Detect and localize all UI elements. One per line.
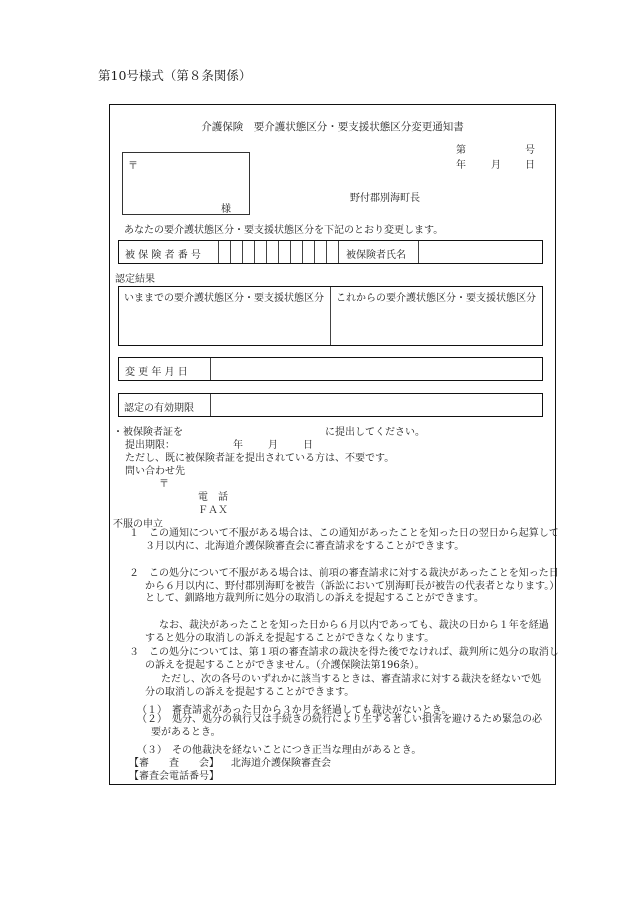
objection-item-2-note: なお、裁決があったことを知った日から６月以内であっても、裁決の日から１年を経過すると処分の取消しの訴えを提起することができなくなります。: [145, 620, 549, 644]
section-result: 認定結果: [115, 274, 155, 285]
deadline-year: 年: [233, 440, 243, 451]
notice-form: [109, 104, 560, 785]
objection-heading: 不服の申立: [113, 519, 163, 530]
date-year: 年: [456, 160, 466, 171]
objection-sub-2: （２） 処分、処分の執行又は手続きの続行により生ずる著しい損害を避けるため緊急の必要があるとき。: [137, 714, 542, 738]
insured-number-digit: [303, 241, 315, 263]
council-label: 【審 査 会】: [129, 758, 219, 769]
submit-note: ただし、既に被保険者証を提出されている方は、不要です。: [125, 453, 395, 464]
date-month: 月: [491, 160, 501, 171]
objection-sub-1: （１） 審査請求があった日から３か月を経過しても裁決がないとき。: [137, 705, 452, 716]
contact-label: 問い合わせ先: [125, 466, 185, 477]
change-date-row: [118, 357, 543, 381]
insured-number-digit: [279, 241, 291, 263]
change-date-label-cell: [119, 358, 211, 380]
insured-number-label-cell: [119, 241, 219, 263]
result-after-label: これからの要介護状態区分・要支援状態区分: [336, 293, 536, 304]
date-day: 日: [525, 160, 535, 171]
insured-number-label: 被 保 険 者 番 号: [125, 250, 201, 261]
result-box: [118, 286, 543, 346]
honorific-sama: 様: [221, 204, 231, 215]
form-number: 第10号様式（第８条関係）: [98, 68, 252, 83]
insured-number-digit: [315, 241, 327, 263]
result-before-label: いままでの要介護状態区分・要支援状態区分: [124, 293, 324, 304]
form-title: 介護保険 要介護状態区分・要支援状態区分変更通知書: [201, 121, 464, 133]
number-go: 号: [525, 145, 535, 156]
insured-number-digit: [231, 241, 243, 263]
insured-number-digit: [243, 241, 255, 263]
contact-fax-label: ＦＡＸ: [198, 505, 228, 516]
contact-postal-mark: 〒: [159, 479, 169, 490]
issuer-name: 野付郡別海町長: [350, 193, 420, 204]
insured-name-label: 被保険者氏名: [346, 250, 406, 261]
objection-item-3-note: ただし、次の各号のいずれかに該当するときは、審査請求に対する裁決を経ないで処分の取消しの訴えを提起することができます。: [145, 674, 541, 698]
address-box: [122, 152, 250, 215]
contact-phone-label: 電 話: [198, 492, 228, 503]
council-phone-label: 【審査会電話番号】: [129, 771, 219, 782]
insured-number-digit: [255, 241, 267, 263]
submit-instruction-a: ・被保険者証を: [113, 427, 183, 438]
validity-label: 認定の有効期限: [124, 403, 194, 414]
number-dai: 第: [456, 145, 466, 156]
intro-text: あなたの要介護状態区分・要支援状態区分を下記のとおり変更します。: [124, 225, 444, 236]
submit-instruction-b: に提出してください。: [325, 427, 425, 438]
deadline-label: 提出期限：: [125, 440, 175, 451]
deadline-day: 日: [303, 440, 313, 451]
change-date-label: 変 更 年 月 日: [125, 367, 188, 378]
insured-number-digit: [267, 241, 279, 263]
objection-sub-3: （３） その他裁決を経ないことにつき正当な理由があるとき。: [137, 745, 422, 756]
objection-item-1: １ この通知について不服がある場合は、この通知があったことを知った日の翌日から起算して３月以内に、北海道介護保険審査会に審査請求をすることができます。: [129, 528, 559, 552]
insured-name-label-cell: [339, 241, 419, 263]
insured-number-digit: [327, 241, 339, 263]
postal-mark: 〒: [128, 161, 138, 172]
insured-number-digit: [291, 241, 303, 263]
deadline-month: 月: [268, 440, 278, 451]
result-before-cell: [119, 287, 331, 345]
insured-number-digit: [219, 241, 231, 263]
insured-row: [118, 240, 543, 264]
validity-label-cell: [119, 394, 211, 416]
objection-item-2: ２ この処分について不服がある場合は、前項の審査請求に対する裁決があったことを知った日から６月以内に、野付郡別海町を被告（訴訟において別海町長が被告の代表者となります。）として、釧路地方裁判所に処分の取消しの訴えを提起することができます。: [129, 568, 560, 604]
objection-item-3: ３ この処分については、第１項の審査請求の裁決を得た後でなければ、裁判所に処分の取消しの訴えを提起することができません。（介護保険法第196条）。: [129, 647, 559, 671]
council-value: 北海道介護保険審査会: [231, 758, 331, 769]
validity-row: [118, 393, 543, 417]
